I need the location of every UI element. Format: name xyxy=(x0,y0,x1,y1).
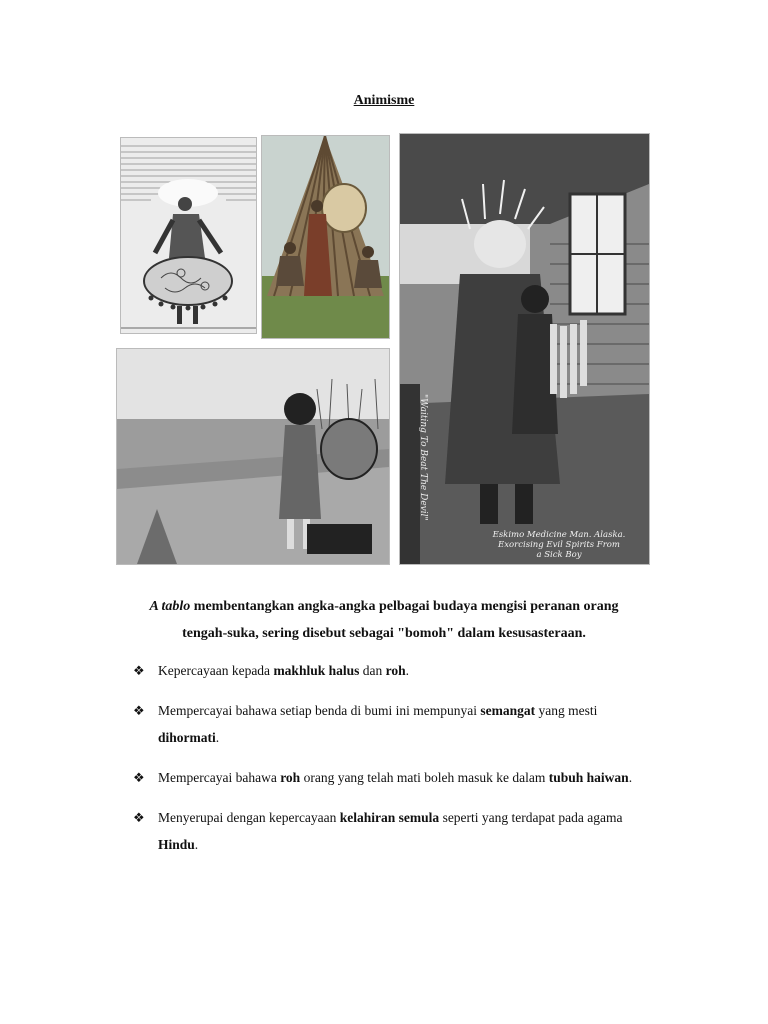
list-text: Kepercayaan kepada xyxy=(158,663,274,678)
list-bold-text: makhluk halus xyxy=(273,663,360,678)
list-text: . xyxy=(194,837,199,852)
list-text: yang mesti xyxy=(535,703,598,718)
intro-line-1 xyxy=(122,593,646,620)
intro-text-1: membentangkan angka-angka pelbagai budaya mengisi peranan orang xyxy=(190,599,619,614)
photo-shaman-riverbank xyxy=(116,348,390,565)
photo-side-caption: "Waiting To Beat The Devil" xyxy=(418,394,428,521)
list-item xyxy=(133,764,653,791)
photo-bottom-caption xyxy=(470,530,648,560)
list-bold-text: Hindu xyxy=(158,837,195,852)
diamond-bullet-icon: ❖ xyxy=(133,810,145,825)
list-text: Mempercayai bahawa setiap benda di bumi ini mempunyai xyxy=(158,703,481,718)
list-bold-text: roh xyxy=(280,770,301,785)
photo-eskimo-medicine-man xyxy=(399,133,650,565)
list-text: . xyxy=(628,770,633,785)
intro-line-2: tengah-suka, sering disebut sebagai "bomoh" dalam kesusasteraan. xyxy=(182,626,586,641)
photo-caption-line-1: Eskimo Medicine Man. Alaska. xyxy=(492,530,626,540)
intro-lead: A tablo xyxy=(149,599,191,614)
list-text: dan xyxy=(359,663,386,678)
page-title: Animisme xyxy=(353,93,415,108)
photo-caption-line-3: a Sick Boy xyxy=(536,550,582,560)
list-text: Mempercayai bahawa xyxy=(158,770,281,785)
list-item xyxy=(133,657,653,684)
list-bold-text: roh xyxy=(385,663,406,678)
belief-list xyxy=(133,657,653,871)
list-item xyxy=(133,697,653,751)
photo-caption-line-2: Exorcising Evil Spirits From xyxy=(498,540,620,550)
photo-shaman-tent xyxy=(261,135,390,339)
list-text: Menyerupai dengan kepercayaan xyxy=(158,810,340,825)
list-item xyxy=(133,804,653,858)
list-text: . xyxy=(215,730,220,745)
intro-paragraph xyxy=(122,593,646,647)
list-bold-text: dihormati xyxy=(158,730,216,745)
list-bold-text: semangat xyxy=(480,703,536,718)
list-bold-text: tubuh haiwan xyxy=(548,770,629,785)
diamond-bullet-icon: ❖ xyxy=(133,703,145,718)
photo-shaman-drawing xyxy=(120,137,257,334)
list-text: orang yang telah mati boleh masuk ke dalam xyxy=(300,770,549,785)
list-text: . xyxy=(405,663,410,678)
diamond-bullet-icon: ❖ xyxy=(133,663,145,678)
list-bold-text: kelahiran semula xyxy=(339,810,440,825)
list-text: seperti yang terdapat pada agama xyxy=(439,810,623,825)
diamond-bullet-icon: ❖ xyxy=(133,770,145,785)
